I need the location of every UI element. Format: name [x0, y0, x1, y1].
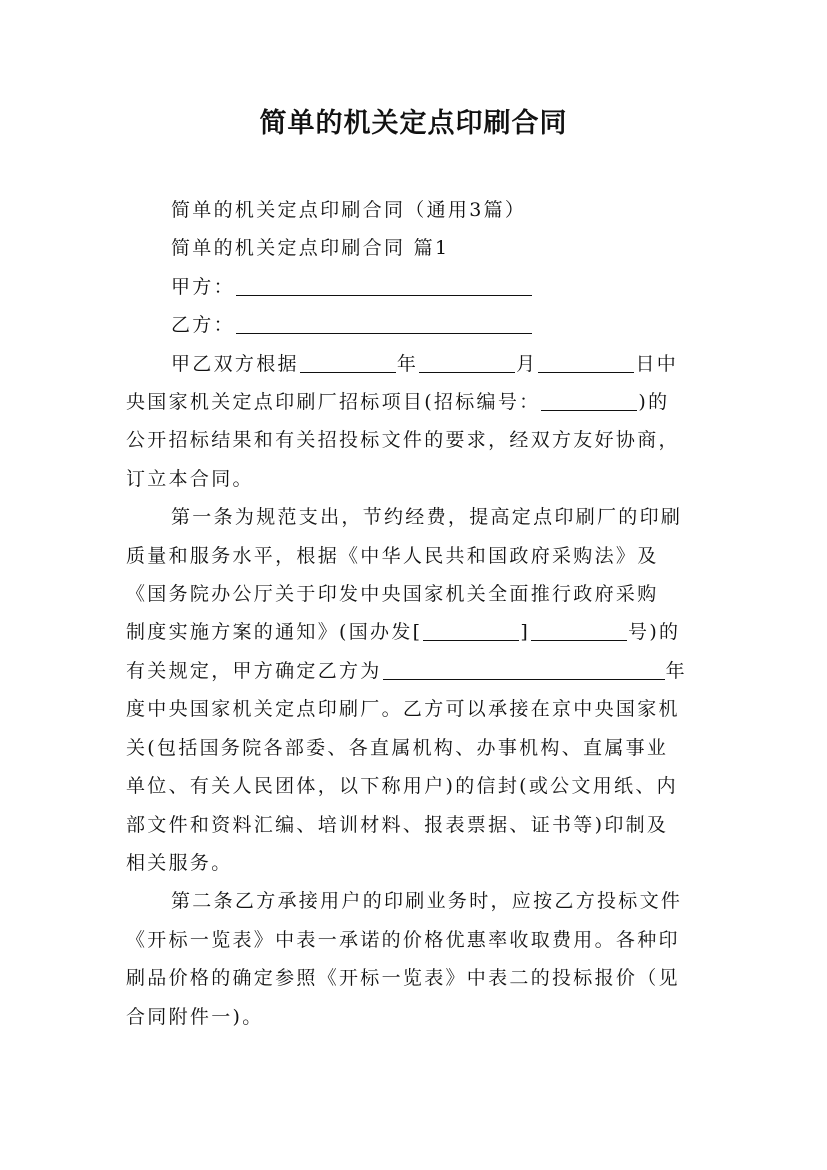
- year-blank: [300, 350, 396, 373]
- article-1-line-7: 关(包括国务院各部委、各直属机构、办事机构、直属事业: [126, 736, 669, 759]
- article-1-line-10: 相关服务。: [126, 851, 233, 874]
- day-blank: [538, 350, 634, 373]
- document-body: [126, 191, 704, 1036]
- document-title: 简单的机关定点印刷合同: [259, 108, 568, 139]
- text-segment: ]: [520, 621, 531, 644]
- article-1-line-5: [126, 652, 704, 690]
- text-segment: )的: [638, 391, 670, 414]
- article-1-line-4: [126, 613, 704, 651]
- text-segment: 年: [665, 659, 687, 682]
- article-1-line-8: 单位、有关人民团体，以下称用户)的信封(或公文用纸、内: [126, 775, 678, 798]
- paragraph-intro-line-1: [126, 345, 704, 383]
- collection-heading: [126, 191, 704, 229]
- party-a-label: 甲方：: [171, 275, 235, 298]
- article-heading-text: 简单的机关定点印刷合同 篇1: [171, 237, 450, 260]
- document-year-blank: [423, 618, 519, 641]
- party-a-line: [126, 268, 704, 306]
- article-2-line-1: 第二条乙方承接用户的印刷业务时，应按乙方投标文件: [171, 890, 683, 913]
- month-blank: [419, 350, 515, 373]
- text-segment: 制度实施方案的通知》(国办发[: [126, 621, 423, 644]
- document-number-blank: [531, 618, 627, 641]
- article-2-line-4: 合同附件一)。: [126, 1005, 264, 1028]
- bid-number-blank: [541, 388, 637, 411]
- paragraph-intro-line-2: [126, 383, 704, 421]
- text-segment: 日中: [635, 352, 679, 375]
- designated-year-blank: [383, 657, 665, 680]
- text-segment: 年: [396, 352, 419, 375]
- text-segment: 央国家机关定点印刷厂招标项目(招标编号：: [126, 391, 541, 414]
- text-segment: 有关规定，甲方确定乙方为: [126, 659, 382, 682]
- article-1-line-9: 部文件和资料汇编、培训材料、报表票据、证书等)印制及: [126, 813, 669, 836]
- article-1-line-2: 质量和服务水平，根据《中华人民共和国政府采购法》及: [126, 544, 659, 567]
- paragraph-intro-line-4: 订立本合同。: [126, 467, 254, 490]
- paragraph-intro-line-3: 公开招标结果和有关招投标文件的要求，经双方友好协商，: [126, 429, 680, 452]
- text-segment: 号)的: [628, 621, 681, 644]
- article-1-line-6: 度中央国家机关定点印刷厂。乙方可以承接在京中央国家机: [126, 698, 680, 721]
- text-segment: 月: [516, 352, 538, 375]
- party-b-label: 乙方：: [171, 314, 235, 337]
- collection-heading-text: 简单的机关定点印刷合同（通用3篇）: [171, 199, 527, 221]
- article-heading: [126, 229, 704, 267]
- party-b-blank: [236, 311, 532, 334]
- article-2-line-2: 《开标一览表》中表一承诺的价格优惠率收取费用。各种印: [126, 928, 680, 951]
- text-segment: 甲乙双方根据: [171, 352, 299, 375]
- article-2-line-3: 刷品价格的确定参照《开标一览表》中表二的投标报价（见: [126, 967, 680, 990]
- party-a-blank: [236, 273, 532, 296]
- party-b-line: [126, 306, 704, 344]
- article-1-line-1: 第一条为规范支出，节约经费，提高定点印刷厂的印刷: [171, 506, 683, 529]
- article-1-line-3: 《国务院办公厅关于印发中央国家机关全面推行政府采购: [126, 583, 659, 606]
